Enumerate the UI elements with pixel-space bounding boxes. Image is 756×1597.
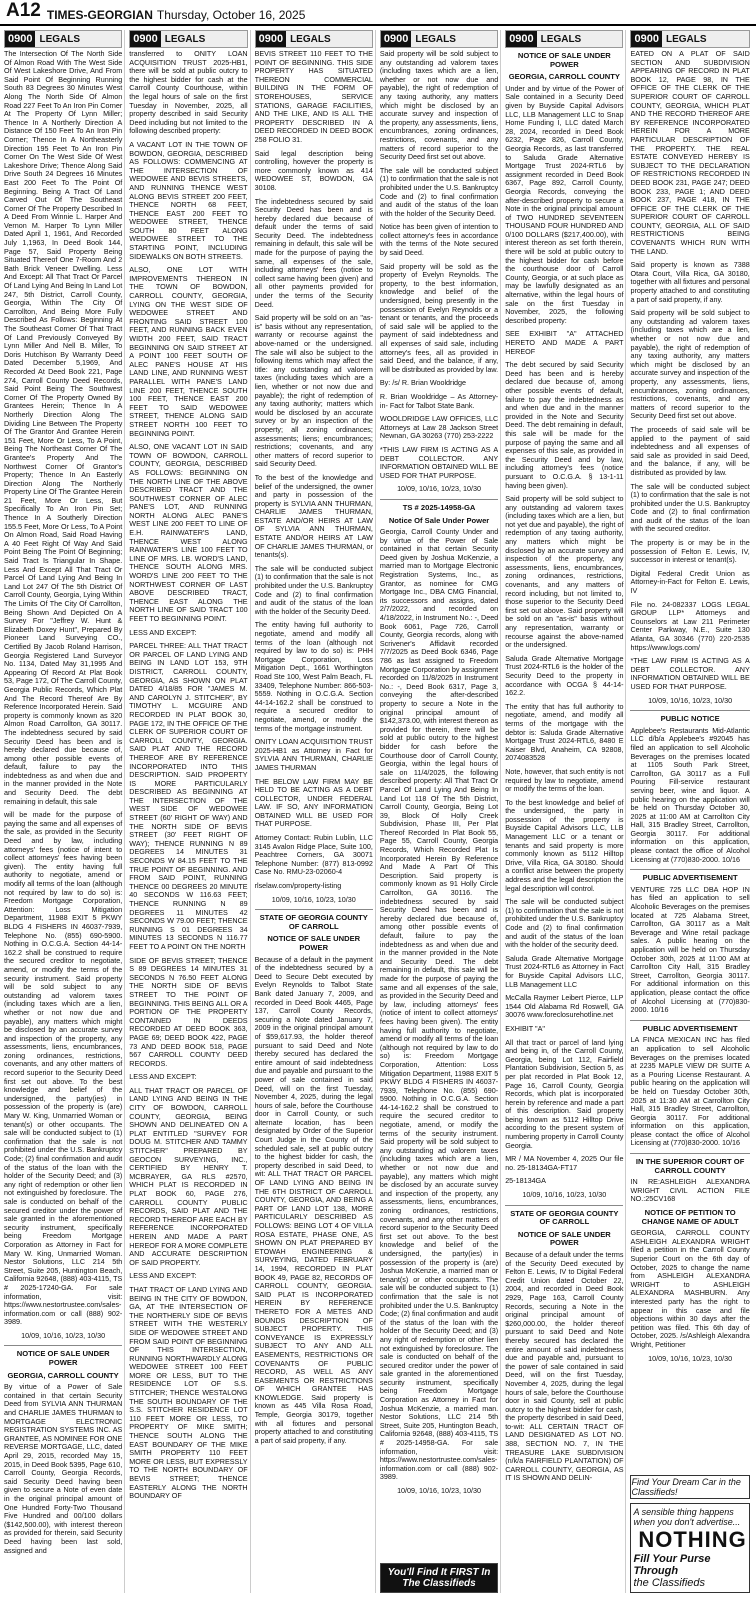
notice-title: STATE OF GEORGIA COUNTY OF CARROLL: [259, 913, 368, 931]
paragraph: The entity having full authority to negotiate, amend and modify all terms of the loan (although not required by law to do so) is: PHH Mortgage Corporation, Loss Mitigation Dept., 1661 Worthington Road Ste 100, West Palm Beach, FL 33409, Telephone Number: 866-503-5559. Nothing in O.C.G.A. Section 44-14-162.2 shall be construed to require a secured creditor to negotiate, amend, or modify the terms of the mortgage instrument.: [254, 620, 373, 733]
notice-text: [4, 50, 122, 1555]
paragraph: The Intersection Of The North Side Of Almon Road With The West Side Of West Lakeshore Drive, And From Said Point Of Beginning Running South 83 Degrees 30 Minutes West Along The North Side Of Almon Road 227 Feet To An Iron Pin Corner At The Property Of Lynn Miller; Thence In A Northerly Direction A Distance Of 150 Feet To An Iron Pin Corner; Thence In A Northeasterly Direction 195 Feet To An Iron Pin Corner On The West Side Of West Lakeshore Drive; Thence Along Said Drive South 24 Degrees 16 Minutes East 200 Feet To The Point Of Beginning. Being A Tract Of Land Carved Out Of The Southeast Corner Of The Property Described In A Deed From Winnie L. Harper And Vernon M. Harper To Lynn Miller Dated April 1, 1961, And Recorded July 1,1963, In Deed Book 144, Page 57, Said Property Being Situated Thereof One 7-Room And 2 Bath Brick Veneer Dwelling. Less And Except: All That Tract Or Parcel Of Land Lying And Being In Land Lot 247, 5th District, Carroll County, Georgia, Within The City Of Carrollton, And Being More Fully Described As Follows: Beginning At The Southeast Corner Of That Tract Of Land Previously Conveyed By Lynn Miller And Nell B. Miller, To Doris Hutchison By Warranty Deed Dated December 5,1969, And Recorded At Deed Book 221, Page 274, Carroll County Deed Records, Said Point Being The Southwest Corner Of The Property Owned By Grantees Herein; Thence In A Northerly Direction Along The Dividing Line Between The Property Of The Grantor And Grantee Herein 151 Feet, More Or Less, To A Point, Being The Northeast Corner Of The Grantee's Property And The Northwest Corner Of Grantor's Property; Thence In An Easterly Direction Along The Northerly Property Line Of The Grantee Herein 21 Feet, More Or Less, But Specifically To An Iron Pin Set; Thence In A Southerly Direction 155.5 Feet, More Or Less, To A Point On Almon Road, Said Road Having A 40 Feet Right Of Way And Said Point Being The Point Of Beginning; Said Tract Is Triangular In Shape. Less And Except All That Tract Or Parcel Of Land Lying And Being In Land Lot 247 Of The 5th District Of Carroll County, Georgia, Lying Within The Limits Of The City Of Carrollton, Being Shown And Depicted On A Survey For "Jeffrey W. Hunt & Elizabeth Doxey Hunt", Prepared By Pioneer Land Surveying CO., Certified By Jacob Roland Harrison, Georgia Registered Land Surveyor No. 1134, Dated May 31,1995 And Appearing Of Record At Plat Book 53, Page 172, Of The Carroll County, Georgia Public Records, Which Plat And The Record Thereof Are By Reference Incorporated Herein. Said property is commonly known as 320 Almon Road Carrollton, GA 30117. The indebtedness secured by said Security Deed has been and is hereby declared due because of, among other possible events of default, failure to pay the indebtedness as and when due and in the manner provided in the Note and Security Deed. The debt remaining in default, this sale: [4, 49, 123, 806]
ts-number: TS # 2025-14958-GA: [402, 502, 476, 512]
category-code: 0900: [381, 31, 411, 47]
paragraph: ONITY LOAN ACQUISITION TRUST 2025-HB1 as Attorney in Fact for SYLVIA ANN THURMAN, CHARLIE JAMES THURMAN: [254, 737, 373, 772]
paragraph: Notice has been given of intention to collect attorney's fees in accordance with the terms of the Note secured by said Deed.: [379, 222, 499, 258]
paragraph: Said property will be sold subject to any outstanding ad valorem taxes (including taxes which are a lien, whether or not now due and payable), the right of redemption of any taxing authority, any matters which might be disclosed by an accurate survey and inspection of the property, any assessments, liens, encumbrances, zoning ordinances, restrictions, covenants, and any matters of record superior to the Security Deed first set out above.: [379, 50, 499, 162]
ad-dream-car-text: Find Your Dream Car in the Classifieds!: [631, 1477, 741, 1497]
paragraph: EATED ON A PLAT OF SAID SECTION AND SUBDIVISION APPEARING OF RECORD IN PLAT BOOK 12, PAGE 98, IN THE OFFICE OF THE CLERK OF THE SUPERIOR COURT OF CARROLL COUNTY, GEORGIA, WHICH PLAT AND THE RECORD THEREOF ARE BY REFERENCE INCORPORATED HEREIN FOR A MORE PARTICULAR DESCRIPTION OF THE PROPERTY. THE REAL ESTATE CONVEYED HEREBY IS SUBJECT TO THE DECLARATION OF RESTRICTIONS RECORDED IN DEED BOOK 231, PAGE 247; DEED BOOK 233, PAGE 1; AND DEED BOOK 237, PAGE 418, IN THE OFFICE OF THE CLERK OF THE SUPERIOR COURT OF CARROLL COUNTY, GEORGIA, ALL OF SAID RESTRICTIONS BEING COVENANTS WHICH RUN WITH THE LAND.: [630, 50, 750, 256]
category-code: 0900: [256, 31, 286, 47]
paragraph: A VACANT LOT IN THE TOWN OF BOWDON, GEORGIA, DESCRIBED AS FOLLOWS: COMMENCING AT THE INTERSECTION OF WEDOWEE AND BEVIS STREETS, AND RUNNING THENCE WEST ALONG BEVIS STREET 200 FEET, THENCE NORTH 68 FEET, THENCE EAST 200 FEET TO WEDOWEE STREET, THENCE SOUTH 80 FEET ALONG WEDOWEE STREET TO THE STARTING POINT, INCLUDING SIDEWALKS ON BOTH STREETS.: [129, 139, 248, 261]
paragraph: BEVIS STREET 110 FEET TO THE POINT OF BEGINNING. THIS SIDE PROPERTY HAS SITUATED THEREON COMMERCIAL BUILDING IN THE FORM OF STOREHOUSES, SERVICE STATIONS, GARAGE FACILITIES, AND THE LIKE, AND IS ALL THE PROPERTY DESCRIBED IN A DEED RECORDED IN DEED BOOK 258 FOLIO 31.: [254, 49, 373, 144]
divider: [255, 909, 373, 910]
paragraph: WOOLDRIDGE LAW OFFICES, LLC Attorneys at Law 28 Jackson Street Newnan, GA 30263 (770) 253-2222: [379, 414, 499, 441]
notice-text: [505, 52, 623, 1483]
notice-title: PUBLIC ADVERTISEMENT: [642, 1023, 738, 1033]
notice-title: STATE OF GEORGIA COUNTY OF CARROLL: [510, 1208, 619, 1227]
paragraph: The sale will be conducted subject (1) to confirmation that the sale is not prohibited under the U.S. Bankruptcy Code and (2) to final confirmation and audit of the status of the loan with the holder of the Security Deed.: [254, 563, 373, 616]
paragraph: THE BELOW LAW FIRM MAY BE HELD TO BE ACTING AS A DEBT COLLECTOR, UNDER FEDERAL LAW. IF SO, ANY INFORMATION OBTAINED WILL BE USED FOR THAT PURPOSE.: [254, 776, 373, 829]
classifieds-ad: [380, 1557, 498, 1593]
legals-header: [255, 30, 373, 48]
paragraph: LESS AND EXCEPT:: [129, 1271, 197, 1281]
paragraph: Said property is known as 7388 Otara Court, Villa Rica, GA 30180, together with all fixtures and personal property attached to and constituting a part of said property, if any.: [630, 260, 750, 304]
paragraph: Note, however, that such entity is not required by law to negotiate, amend or modify the terms of the loan.: [505, 766, 624, 794]
ad-dream-car: [630, 1475, 749, 1499]
publication-dates: 10/09, 10/16, 10/23, 10/30: [21, 1330, 106, 1340]
paragraph: The property is or may be in the possession of Felton E. Lewis, IV, successor in interest or tenant(s).: [630, 538, 750, 565]
notice-subtitle: NOTICE OF SALE UNDER POWER: [517, 1229, 611, 1248]
paragraph: McCalla Raymer Leibert Pierce, LLP 1544 Old Alabama Rd Roswell, GA 30076 www.foreclosurehotline.net: [505, 993, 624, 1020]
paragraph: ALL THAT TRACT OR PARCEL OF LAND LYING AND BEING IN THE CITY OF BOWDON, CARROLL COUNTY, GEORGIA, BEING SHOWN AND DELINEATED ON A PLAT ENTITLED "SURVEY FOR DOUG M. STITCHER AND TAMMY STITCHER" PREPARED BY GEOCON SURVEYING, INC., CERTIFIED BY HENRY T. MCBRAYER, GA RLS #2570, WHICH PLAT IS RECORDED IN PLAT BOOK 60, PAGE 276, CARROLL COUNTY PUBLIC RECORDS, SAID PLAT AND THE RECORD THEREOF ARE EACH BY REFERENCE INCORPORATED HEREIN AND MADE A PART HEREOF FOR A MORE COMPLETE AND ACCURATE DESCRIPTION OF SAID PROPERTY.: [129, 1085, 248, 1267]
column-4: [380, 30, 501, 1593]
paragraph: Because of a default in the payment of the indebtedness secured by a Deed to Secure Debt executed by Evelyn Reynolds to Talbot State Bank dated January 7, 2009, and recorded in Deed Book 4465, Page 137, Carroll County Records, securing a Note dated January 7, 2009 in the original principal amount of $59,617.93, the holder thereof pursuant to said Deed and Note thereby secured has declared the entire amount of said indebtedness due and payable and pursuant to the power of sale contained in said Deed, will on the first Tuesday, November 4, 2025, during the legal hours of sale, before the Courthouse door in Carroll County, or such alternate location, has been designated by Order of the Superior Court Judge in the County of the scheduled sale, sell at public outcry to the highest bidder for cash, the property described in said Deed, to wit: ALL THAT TRACT OR PARCEL OF LAND LYING AND BEING IN THE 6TH DISTRICT OF CARROLL COUNTY, GEORGIA, AND BEING A PART OF LAND LOT 138, MORE PARTICULARLY DESCRIBED AS FOLLOWS: BEING LOT 4 OF VILLA ROSA ESTATE, PHASE ONE, AS SHOWN ON PLAT PREPARED BY ETOWAH ENGINEERING & SURVEYING, DATED FEBRUARY 14, 1994, RECORDED IN PLAT BOOK 49, PAGE 82, RECORDS OF CARROLL COUNTY, GEORGIA. SAID PLAT IS INCORPORATED HEREIN BY REFERENCE THERETO FOR A METES AND BOUNDS DESCRIPTION OF SUBJECT PROPERTY. THIS CONVEYANCE IS EXPRESSLY SUBJECT TO ANY AND ALL EASEMENTS, RESTRICTIONS OR COVENANTS OF PUBLIC RECORD, AS WELL AS ANY EASEMENTS OR RESTRICTIONS OF WHICH GRANTEE HAS KNOWLEDGE. Said property is known as 445 Villa Rosa Road, Temple, Georgia 30179, together with all fixtures and personal property attached to and constituting a part of said property, if any.: [254, 954, 373, 1445]
notice-text: [380, 50, 498, 1540]
issue-date: Thursday, October 16, 2025: [156, 8, 306, 22]
publication-dates: 10/09, 10/16, 10/23, 10/30: [522, 1190, 607, 1200]
paragraph: THAT TRACT OF LAND LYING AND BEING IN THE CITY OF BOWDON, GA, AT THE INTERSECTION OF THE NORTHERLY SIDE OF BEVIS STREET WITH THE WESTERLY SIDE OF WEDOWEE STREET AND FROM SAID POINT OF BEGINNING OF THIS INTERSECTION, RUNNING NORTHWARDLY ALONG WEDOWEE STREET 100 FEET MORE OR LESS, BUT TO THE RESIDENCE LOT OF S.S. STITCHER; THENCE WESTALONG THE SOUTH BOUNDARY OF THE S.S. STITCHER RESIDENCE LOT 110 FEET MORE OR LESS, TO PROPERTY OF MIKE SMITH; THENCE SOUTH ALONG THE EAST BOUNDARY OF THE MIKE SMITH PROPERTY 110 FEET MORE OR LESS, BUT EXPRESSLY TO THE NORTH BOUNDARY OF BEVIS STREET; THENCE EASTERLY ALONG THE NORTH BOUNDARY OF: [129, 1284, 248, 1501]
paragraph: SIDE OF BEVIS STREET; THENCE S 89 DEGREES 14 MINUTES 31 SECONDS N 76.50 FEET ALONG THE NORTH SIDE OF BEVIS STREET TO THE POINT OF BEGINNING. THIS BEING ALL OR A PORTION OF THE PROPERTY CONTAINED IN DEEDS RECORDED AT DEED BOOK 363, PAGE 69; DEED BOOK 422, PAGE 73 AND DEED BOOK 518, PAGE 567 CARROLL COUNTY DEED RECORDS.: [129, 955, 248, 1068]
paragraph: The sale will be conducted subject (1) to confirmation that the sale is not prohibited under the U.S. Bankruptcy Code and (2) to final confirmation and audit of the status of the loan with the secured creditor.: [630, 481, 750, 534]
notice-subtitle: NOTICE OF SALE UNDER POWER: [267, 934, 361, 952]
paragraph: rlselaw.com/property-listing: [254, 881, 342, 891]
paragraph: transferred to ONITY LOAN ACQUISITION TRUST 2025-HB1, there will be sold at public outcry to the highest bidder for cash at the Carroll County Courthouse, within the legal hours of sale on the first Tuesday in November, 2025, all property described in said Security Deed including but not limited to the following described property:: [129, 49, 248, 136]
column-6: [630, 30, 751, 1593]
publication-dates: 10/09, 10/16, 10/23, 10/30: [397, 484, 481, 494]
notice-title: PUBLIC NOTICE: [660, 714, 720, 724]
category-code: 0900: [5, 31, 35, 47]
paragraph: The entity that has full authority to negotiate, amend, and modify all terms of the mortgage with the debtor is: Saluda Grade Alternative Mortgage Trust 2024-RTL6, 8480 E Kaiser Blvd, Anaheim, CA 92808, 2074083528: [505, 701, 624, 763]
notice-title: NOTICE OF SALE UNDER POWER: [517, 51, 611, 69]
paragraph: Saluda Grade Alternative Mortgage Trust 2024-RTL6 as Attorney in Fact for Buyside Capital Advisors LLC, LLB Management LLC: [505, 953, 624, 989]
paragraph: IN RE:ASHLEIGH ALEXANDRA WRIGHT CIVIL ACTION FILE NO.:25CV168: [630, 1177, 750, 1204]
paper-name: TIMES-GEORGIAN: [46, 8, 153, 22]
divider: [4, 1345, 122, 1346]
divider: [630, 1153, 749, 1154]
paragraph: LESS AND EXCEPT:: [129, 1072, 197, 1082]
publication-dates: 10/09, 10/16, 10/23, 10/30: [648, 1353, 733, 1363]
paragraph: ALSO, ONE VACANT LOT IN SAID TOWN OF BOWDON, CARROLL COUNTY, GEORGIA, DESCRIBED AS FOLLOWS: BEGINNING ON THE NORTH LINE OF THE ABOVE DESCRIBED TRACT AND THE SOUTHWEST CORNER OF ALEC PANE'S LOT, AND RUNNING NORTH ALONG ALEC PANE'S WEST LINE 200 FEET TO LINE OF E.H. RAINWATER'S LAND, THENCE WEST ALONG RAINWATER'S LINE 100 FEET TO LINE OF MRS. LB. WORD'S LAND, THENCE SOUTH ALONG MRS. WORD'S LINE 200 FEET TO THE NORTHWEST CORNER OF LAST ABOVE DESCRIBED TRACT, THENCE EAST ALONG THE NORTH LINE OF SAID TRACT 100 FEET TO BEGINNING POINT.: [129, 442, 248, 623]
paragraph: File no. 24-082337 LOGS LEGAL GROUP LLP* Attorneys and Counselors at Law 211 Perimeter Center Parkway, N.E., Suite 130 Atlanta, GA 30346 (770) 220-2535 https://www.logs.com/: [630, 599, 750, 652]
notice-text: [255, 50, 373, 1445]
paragraph: will be made for the purpose of paying the same and all expenses of the sale, as provided in the Security Deed and by law, including attorneys' fees (notice of intent to collect attorneys' fees having been given). The entity having full authority to negotiate, amend or modify all terms of the loan (although not required by law to do so) is: Freedom Mortgage Corporation, Attention: Loss Mitigation Department, 11988 EXIT 5 PKWY BLDG 4 FISHERS IN 46037-7939, Telephone No. (855) 690-5900. Nothing in O.C.G.A. Section 44-14-162.2 shall be construed to require the secured creditor to negotiate, amend, or modify the terms of the security instrument. Said property will be sold subject to any outstanding ad valorem taxes (including taxes which are a lien, whether or not now due and payable), any matters which might be disclosed by an accurate survey and inspection of the property, any assessments, liens, encumbrances, zoning ordinances, restrictions, covenants, and any other matters of record superior to the Security Deed first set out above. To the best knowledge and belief of the undersigned, the party(ies) in possession of the property is (are) Mary W. King, Unmarried Woman or tenant(s) or other occupants. The sale will be conducted subject to (1) confirmation that the sale is not prohibited under the U.S. Bankruptcy Code; (2) final confirmation and audit of the status of the loan with the holder of the Security Deed; and (3) any right of redemption or other lien not extinguished by foreclosure. The sale is conducted on behalf of the secured creditor under the power of sale granted in the aforementioned security instrument, specifically being Freedom Mortgage Corporation as Attorney in Fact for Mary W. King, Unmarried Woman. Nestor Solutions, LLC 214 5th Street, Suite 205, Huntington Beach, California 92648, (888) 403-4115, TS # 2025-17240-GA. For sale information, visit: https://www.nestortrustee.com/sales-information.com or call (888) 902-3989.: [4, 810, 123, 1327]
column-1: [4, 30, 125, 1593]
category-label: LEGALS: [540, 33, 582, 45]
masthead: [0, 0, 756, 26]
paragraph: Said property will be sold subject to any outstanding ad valorem taxes (including taxes which are a lien, but not yet due and payable), the right of redemption of any taxing authority, any matters which might be disclosed by an accurate survey and inspection of the property, any assessments, liens, encumbrances, zoning ordinances, restrictions, covenants, and any matters of record including, but not limited to, those superior to the Security Deed first set out above. Said property will be sold on an "as-is" basis without any representation, warranty or recourse against the above-named or the undersigned.: [505, 494, 624, 650]
paragraph: GEORGIA, CARROLL COUNTY ASHLEIGH ALEXANDRA WRIGHT filed a petition in the Carroll County Superior Court on the 6th day of October, 2025 to change the name from ASHLEIGH ALEXANDRA WRIGHT to ASHLEIGH ALEXANDRA MASHBURN. Any interested party has the right to appear in this case and file objections within 30 days after the petition was filed. This 6th day of October, 2025. /s/Ashleigh Alexandra Wright, Petitioner: [630, 1228, 750, 1349]
divider: [630, 710, 749, 711]
paragraph: PARCEL THREE: ALL THAT TRACT OR PARCEL OF LAND LYING AND BEING IN LAND LOT 153, 9TH DISTRICT, CARROLL COUNTY, GEORGIA, AS SHOWN ON PLAT DATED 4/18/85 FOR "JAMES M. AND CAROLYN J. STITCHER", BY TIMOTHY L. MCGUIRE AND RECORDED IN PLAT BOOK 30, PAGE 172, IN THE OFFICE OF THE CLERK OF SUPERIOR COURT OF CARROLL COUNTY, GEORGIA. SAID PLAT AND THE RECORD THEREOF ARE BY REFERENCE INCORPORATED INTO THIS DESCRIPTION. SAID PROPERTY IS MORE PARTICULARLY DESCRIBED AS BEGINNING AT THE INTERSECTION OF THE WEST SIDE OF WEDOWEE STREET (60' RIGHT OF WAY) AND THE NORTH SIDE OF BEVIS STREET (30' FEET RIGHT OF WAY); THENCE RUNNING N 89 DEGREES 14 MINUTES 31 SECONDS W 84.15 FEET TO THE TRUE POINT OF BEGINNING. AND FROM SAID POINT, RUNNING THENCE 00 DEGREES 20 MINUTE 40 SECONDS W 116.63 FEET; THENCE RUNNING N 89 DEGREES 11 MINUTES 42 SECONDS W 79.00 FEET; THENCE RUNNING S 01 DEGREES 34 MINUTES 13 SECONDS N 116.77 FEET TO A POINT ON THE NORTH: [129, 641, 248, 951]
paragraph: Because of a default under the terms of the Security Deed executed by Felton E. Lewis, IV to Digital Federal Credit Union dated October 22, 2004, and recorded in Deed Book 2929, Page 163, Carroll County Records, securing a Note in the original principal amount of $260,000.00, the holder thereof pursuant to said Deed and Note thereby secured has declared the entire amount of said indebtedness due and payable and, pursuant to the power of sale contained in said Deed, will on the first Tuesday, November 4, 2025, during the legal hours of sale, before the Courthouse door in said County, sell at public outcry to the highest bidder for cash, the property described in said Deed, to-wit: ALL CERTAIN TRACT OF LAND DESIGNATED AS LOT NO. 388, SECTION NO. 7, IN THE TREASURE LAKE SUBDIVISION (n/k/a FAIRFIELD PLANTATION) OF CARROLL COUNTY, GEORGIA, AS IT IS SHOWN AND DELIN-: [505, 1250, 624, 1483]
ad-nothing-headline: NOTHING: [638, 1527, 747, 1552]
paragraph: Georgia, Carroll County Under and by virtue of the Power of Sale contained in that certain Security Deed given by Joshua McKenzie, a married man to Mortgage Electronic Registration Systems, Inc., as Grantor, as nominee for CMG Mortgage Inc., DBA CMG Financial, its successors and assigns, dated 2/7/2022, and recorded on 4/18/2022, in Instrument No.: -, Deed Book 6061, Page 726, Carroll County, Georgia records, along with Scrivener's Affidavit recorded 7/7/2025 as Deed Book 6346, Page 786 as last assigned to Freedom Mortgage Corporation by assignment recorded on 11/8/2025 in Instrument No.: -, Deed Book 6317, Page 3, conveying the after-described property to secure a Note in the original principal amount of $142,373.00, with interest thereon as provided for therein, there will be sold at public outcry to the highest bidder for cash before the Courthouse door of Carroll County, Georgia, within the legal hours of sale on 11/4/2025, the following described property: All That Tract Or Parcel Of Land Lying And Being In Land Lot 118 Of The 5th District, Carroll County, Georgia, Being Lot 39, Block Of Holly Creek Subdivision, Phase III, Per Plat Thereof Recorded In Plat Book 55, Page 55, Carroll County, Georgia Records, Which Recorded Plat Is Incorporated Herein By Reference And Made A Part Of This Description. Said property is commonly known as 91 Holly Circle Carrollton, GA 30116. The indebtedness secured by said Security Deed has been and is hereby declared due because of, among other possible events of default, failure to pay the indebtedness as and when due and in the manner provided in the Note and Security Deed. The debt remaining in default, this sale will be made for the purpose of paying the same and all expenses of the sale, as provided in the Security Deed and by law, including attorneys' fees (notice of intent to collect attorneys' fees having been given). The entity having full authority to negotiate, amend or modify all terms of the loan (although not required by law to do so) is: Freedom Mortgage Corporation, Attention: Loss Mitigation Department, 11988 EXIT 5 PKWY BLDG 4 FISHERS IN 46037-7939, Telephone No. (855) 690-5900. Nothing in O.C.G.A. Section 44-14-162.2 shall be construed to require the secured creditor to negotiate, amend, or modify the terms of the security instrument. Said property will be sold subject to any outstanding ad valorem taxes (including taxes which are a lien, whether or not now due and payable), any matters which might be disclosed by an accurate survey and inspection of the property, any assessments, liens, encumbrances, zoning ordinances, restrictions, covenants, and any other matters of record superior to the Security Deed first set out above. To the best knowledge and belief of the undersigned, the party(ies) in possession of the property is (are) Joshua McKenzie, a married man or tenant(s) or other occupants. The sale will be conducted subject to (1) confirmation that the sale is not prohibited under the U.S. Bankruptcy Code; (2) final confirmation and audit of the status of the loan with the holder of the Security Deed; and (3) any right of redemption or other lien not extinguished by foreclosure. The sale is conducted on behalf of the secured creditor under the power of sale granted in the aforementioned security instrument, specifically being Freedom Mortgage Corporation as Attorney in Fact for Joshua McKenzie, a married man. Nestor Solutions, LLC 214 5th Street, Suite 205, Huntington Beach, California 92648, (888) 403-4115, TS # 2025-14958-GA. For sale information, visit: https://www.nestortrustee.com/sales-information.com or call (888) 902-3989.: [379, 527, 499, 1482]
paragraph: LA FINCA MEXICAN INC has filed an application to sell Alcoholic Beverages on the premises located at 2235 MAPLE VIEW DR SUITE A as a Pouring License Restaurant. A public hearing on the application will be held on Tuesday October 30th, 2025 at 11:30 AM at Carrollton City Hall, 315 Bradley Street, Carrollton, Georgia 30117. For additional information on this application, please contact the office of Alcohol Licensing at (770)830-2000. 10/16: [630, 1035, 750, 1148]
paragraph: R. Brian Wooldridge – As Attorney-in- Fact for Talbot State Bank.: [379, 391, 499, 410]
paragraph: SEE EXHIBIT "A" ATTACHED HERETO AND MADE A PART HEREOF: [505, 329, 624, 356]
paragraph: EXHIBIT "A": [505, 1023, 545, 1033]
divider: [630, 1020, 749, 1021]
column-3: [255, 30, 376, 1593]
divider: [380, 499, 498, 500]
paragraph: LESS AND EXCEPT:: [129, 627, 197, 637]
paragraph: Said property will be sold as the property of Evelyn Reynolds. The property, to the best information, knowledge and belief of the undersigned, being presently in the possession of Evelyn Reynolds or a tenant or tenants, and the proceeds of said sale will be applied to the payment of said indebtedness and all expenses of said sale, including attorney's fees, all as provided in said Deed, and the balance, if any, will be distributed as provided by law.: [379, 261, 499, 374]
category-label: LEGALS: [415, 33, 456, 45]
paragraph: Under and by virtue of the Power of Sale contained in a Security Deed given by Buyside Capital Advisors LLC, LLB Management LLC to Snap Home Funding I, LLC dated March 28, 2024, recorded in Deed Book 6232, Page 826, Carroll County, Georgia Records, as last transferred to Saluda Grade Alternative Mortgage Trust 2024-RTL6 by assignment recorded in Deed Book 6367, Page 892, Carroll County, Georgia Records, conveying the after-described property to secure a Note in the original principal amount of TWO HUNDRED SEVENTEEN THOUSAND FOUR HUNDRED AND 0/100 DOLLARS ($217,400.00), with interest thereon as set forth therein, there will be sold at public outcry to the highest bidder for cash before the courthouse door of Carroll County, Georgia, or at such place as may be lawfully designated as an alternative, within the legal hours of sale on the first Tuesday in November, 2025, the following described property:: [505, 83, 624, 325]
notice-title: NOTICE OF PETITION TO CHANGE NAME OF ADULT: [641, 1208, 739, 1226]
paragraph: Said property will be sold on an "as-is" basis without any representation, warranty or recourse against the above-named or the undersigned. The sale will also be subject to the following items which may affect the title: any outstanding ad valorem taxes (including taxes which are a lien, whether or not now due and payable); the right of redemption of any taxing authority; matters which would be disclosed by an accurate survey or by an inspection of the property; all zoning ordinances; assessments; liens; encumbrances; restrictions; covenants, and any other matters of record superior to said Security Deed.: [254, 313, 373, 469]
publication-dates: 10/09, 10/16, 10/23, 10/30: [648, 695, 733, 705]
category-label: LEGALS: [665, 33, 707, 45]
category-label: LEGALS: [39, 33, 81, 45]
divider: [505, 1205, 623, 1206]
column-5: [505, 30, 626, 1593]
paragraph: To the best of the knowledge and belief of the undersigned, the owner and party in possession of the property is SYLVIA ANN THURMAN, CHARLIE JAMES THURMAN, ESTATE AND/OR HEIRS AT LAW OF SYLVIA ANN THURMAN, ESTATE AND/OR HEIRS AT LAW OF CHARLIE JAMES THURMAN, or tenants(s).: [254, 472, 373, 560]
paragraph: Attorney Contact: Rubin Lublin, LLC 3145 Avalon Ridge Place, Suite 100, Peachtree Corners, GA 30071 Telephone Number: (877) 813-0992 Case No. RMU-23-02060-4: [254, 833, 373, 877]
paragraph: Applebee's Restaurants Mid-Atlantic LLC d/b/a Applebee's #92045 has filed an application to sell Alcoholic Beverages on the premises located at 1105 South Park Street, Carrollton, GA 30117 as a Full Pouring Fill-service restaurant serving beer, wine and liquor. A public hearing on the application will be held on Thursday October 30, 2025 at 11:00 AM at Carrollton City Hall, 315 Bradley Street, Carrollton, Georgia 30117. For additional information on this application, please contact the office of Alcohol Licensing at (770)830-2000. 10/16: [630, 725, 750, 864]
legals-header: [129, 30, 247, 48]
paragraph: *THIS LAW FIRM IS ACTING AS A DEBT COLLECTOR. ANY INFORMATION OBTAINED WILL BE USED FOR THAT PURPOSE.: [379, 444, 499, 480]
ad-find-it-first: You'll Find It FIRST In The Classifieds: [380, 1563, 498, 1593]
legals-header: [380, 30, 498, 48]
legals-header: [505, 30, 623, 48]
notice-title: NOTICE OF SALE UNDER POWER: [16, 1349, 110, 1368]
ad-purse-line: Fill Your Purse Through: [633, 1553, 711, 1577]
classifieds-ads: [630, 1475, 749, 1593]
paragraph: The sale will be conducted subject (1) to confirmation that the sale is not prohibited under the U.S. Bankruptcy Code and (2) to final confirmation and audit of the status of the loan with the holder of the security deed.: [505, 897, 624, 950]
divider: [630, 869, 749, 870]
category-code: 0900: [130, 31, 160, 47]
category-label: LEGALS: [290, 33, 331, 45]
publication-dates: 10/09, 10/16, 10/23, 10/30: [271, 894, 356, 904]
page-number: A12: [6, 0, 41, 21]
legals-columns: [4, 30, 752, 1593]
paragraph: To the best knowledge and belief of the undersigned, the party in possession of the property is Buyside Capital Advisors LLC, LLB Management LLC or a tenant or tenants and said property is more commonly known as 5112 Hilltop Drive, Villa Rica, GA 30180. Should a conflict arise between the property address and the legal description the legal description will control.: [505, 797, 624, 893]
notice-subtitle: GEORGIA, CARROLL COUNTY: [508, 72, 620, 82]
paragraph: Digital Federal Credit Union as Attorney-in-Fact for Felton E. Lewis, IV: [630, 568, 750, 596]
category-label: LEGALS: [164, 33, 206, 45]
paragraph: MR / MA November 4, 2025 Our file no. 25-18134GA-FT17: [505, 1154, 624, 1172]
category-code: 0900: [506, 31, 536, 47]
paragraph: ALSO, ONE LOT WITH IMPROVEMENTS THEREON IN THE TOWN OF BOWDON, CARROLL COUNTY, GEORGIA, LYING ON THE WEST SIDE OF WEDOWEE STREET AND FRONTING SAID STREET 100 FEET, AND RUNNING BACK EVEN WIDTH 200 FEET, SAID TRACT BEGINNING ON SAID STREET AT A POINT 100 FEET SOUTH OF ALEC PANE'S HOUSE AT HIS LAND LINE, AND RUNNING WEST PARALLEL WITH PANE'S LAND LINE 200 FEET, THENCE SOUTH 100 FEET, THENCE EAST 200 FEET TO SAID WEDOWEE STREET, THENCE ALONG SAID STREET NORTH 100 FEET TO BEGINNING POINT.: [129, 265, 248, 438]
notice-text: [129, 50, 247, 1501]
court-title: IN THE SUPERIOR COURT OF CARROLL COUNTY: [635, 1157, 745, 1175]
column-2: [129, 30, 250, 1593]
notice-title: Notice Of Sale Under Power: [388, 515, 490, 525]
ad-classifieds-line: the Classifieds: [633, 1577, 706, 1589]
paragraph: All that tract or parcel of land lying and being in, of the Carroll County, Georgia, being Lot 112, Fairfield Plantation Subdivision, Section 5, as per plat recorded in Plat Book 12, Page 16, Carroll County, Georgia Records, which plat is incorporated herein by reference and made a part of this description. Said property being known as 5112 Hilltop Drive according to the present system of numbering property in Carroll County Georgia.: [505, 1037, 624, 1150]
category-code: 0900: [631, 31, 661, 47]
paragraph: Said legal description being controlling, however the property is more commonly known as 414 WEDOWEE ST, BOWDON, GA 30108.: [254, 148, 373, 192]
paragraph: The indebtedness secured by said Security Deed has been and is hereby declared due because of default under the terms of said Security Deed. The indebtedness remaining in default, this sale will be made for the purpose of paying the same, all expenses of the sale, including attorneys' fees (notice to collect same having been given) and all other payments provided for under the terms of the Security Deed.: [254, 196, 373, 309]
paragraph: Said property will be sold subject to any outstanding ad valorem taxes (including taxes which are a lien, whether or not now due and payable), the right of redemption of any taxing authority, any matters which might be disclosed by an accurate survey and inspection of the property, any assessments, liens, encumbrances, zoning ordinances, restrictions, covenants, and any matters of record superior to the Security Deed first set out above.: [630, 308, 750, 421]
paragraph: VENTURE 725 LLC DBA HOP IN has filed an application to sell Alcoholic Beverages on the premises located at 725 Alabama Street, Carrollton, GA 30117 as a Malt Beverage and Wine retail package sales. A public hearing on the application will be held on Thursday October 30th, 2025 at 11:00 AM at Carrollton City Hall, 315 Bradley Street, Carrollton, Georgia 30117. For additional information on this application, please contact the office of Alcohol Licensing at (770)830-2000. 10/16: [630, 884, 750, 1015]
notice-subtitle: GEORGIA, CARROLL COUNTY: [7, 1370, 119, 1380]
paragraph: By: /s/ R. Brian Wooldridge: [379, 378, 467, 388]
paragraph: *THE LAW FIRM IS ACTING AS A DEBT COLLECTOR. ANY INFORMATION OBTAINED WILL BE USED FOR THAT PURPOSE.: [630, 656, 750, 691]
paragraph: Saluda Grade Alternative Mortgage Trust 2024-RTL6 is the holder of the Security Deed to the property in accordance with OCGA § 44-14-162.2.: [505, 653, 624, 698]
ad-nothing-intro: A sensible thing happens when you don't advertise...: [633, 1507, 741, 1527]
paragraph: The debt secured by said Security Deed has been and is hereby declared due because of, among other possible events of default, failure to pay the indebtedness as and when due and in the manner provided in the Note and Security Deed. The debt remaining in default, this sale will be made for the purpose of paying the same and all expenses of this sale, as provided in the Security Deed and by law, including attorney's fees (notice pursuant to O.C.G.A. § 13-1-11 having been given).: [505, 360, 624, 490]
paragraph: By virtue of a Power of Sale contained in that certain Security Deed from SYLVIA ANN THURMAN and CHARLIE JAMES THURMAN to MORTGAGE ELECTRONIC REGISTRATION SYSTEMS INC. AS GRANTEE, AS NOMINEE FOR ONE REVERSE MORTGAGE, LLC, dated April 29, 2015, recorded May 15, 2015, in Deed Book 5395, Page 610, Carroll County, Georgia Records, said Security Deed having been given to secure a Note of even date in the original principal amount of One Hundred Forty-Two Thousand Five Hundred and 00/100 dollars ($142,500.00), with interest thereon as provided for therein, said Security Deed having been last sold, assigned and: [4, 1382, 123, 1555]
paragraph: The proceeds of said sale will be applied to the payment of said indebtedness and all expenses of said sale as provided in said Deed, and the balance, if any, will be distributed as provided by law.: [630, 424, 750, 477]
paragraph: The sale will be conducted subject (1) to confirmation that the sale is not prohibited under the U.S. Bankruptcy Code and (2) to final confirmation and audit of the status of the loan with the holder of the Security Deed.: [379, 165, 499, 218]
paragraph: 25-18134GA: [505, 1176, 546, 1186]
legals-header: [630, 30, 749, 48]
ad-nothing: [630, 1503, 749, 1593]
notice-title: PUBLIC ADVERTISEMENT: [642, 873, 738, 883]
notice-text: [630, 50, 749, 1480]
publication-dates: 10/09, 10/16, 10/23, 10/30: [397, 1486, 481, 1495]
legals-header: [4, 30, 122, 48]
